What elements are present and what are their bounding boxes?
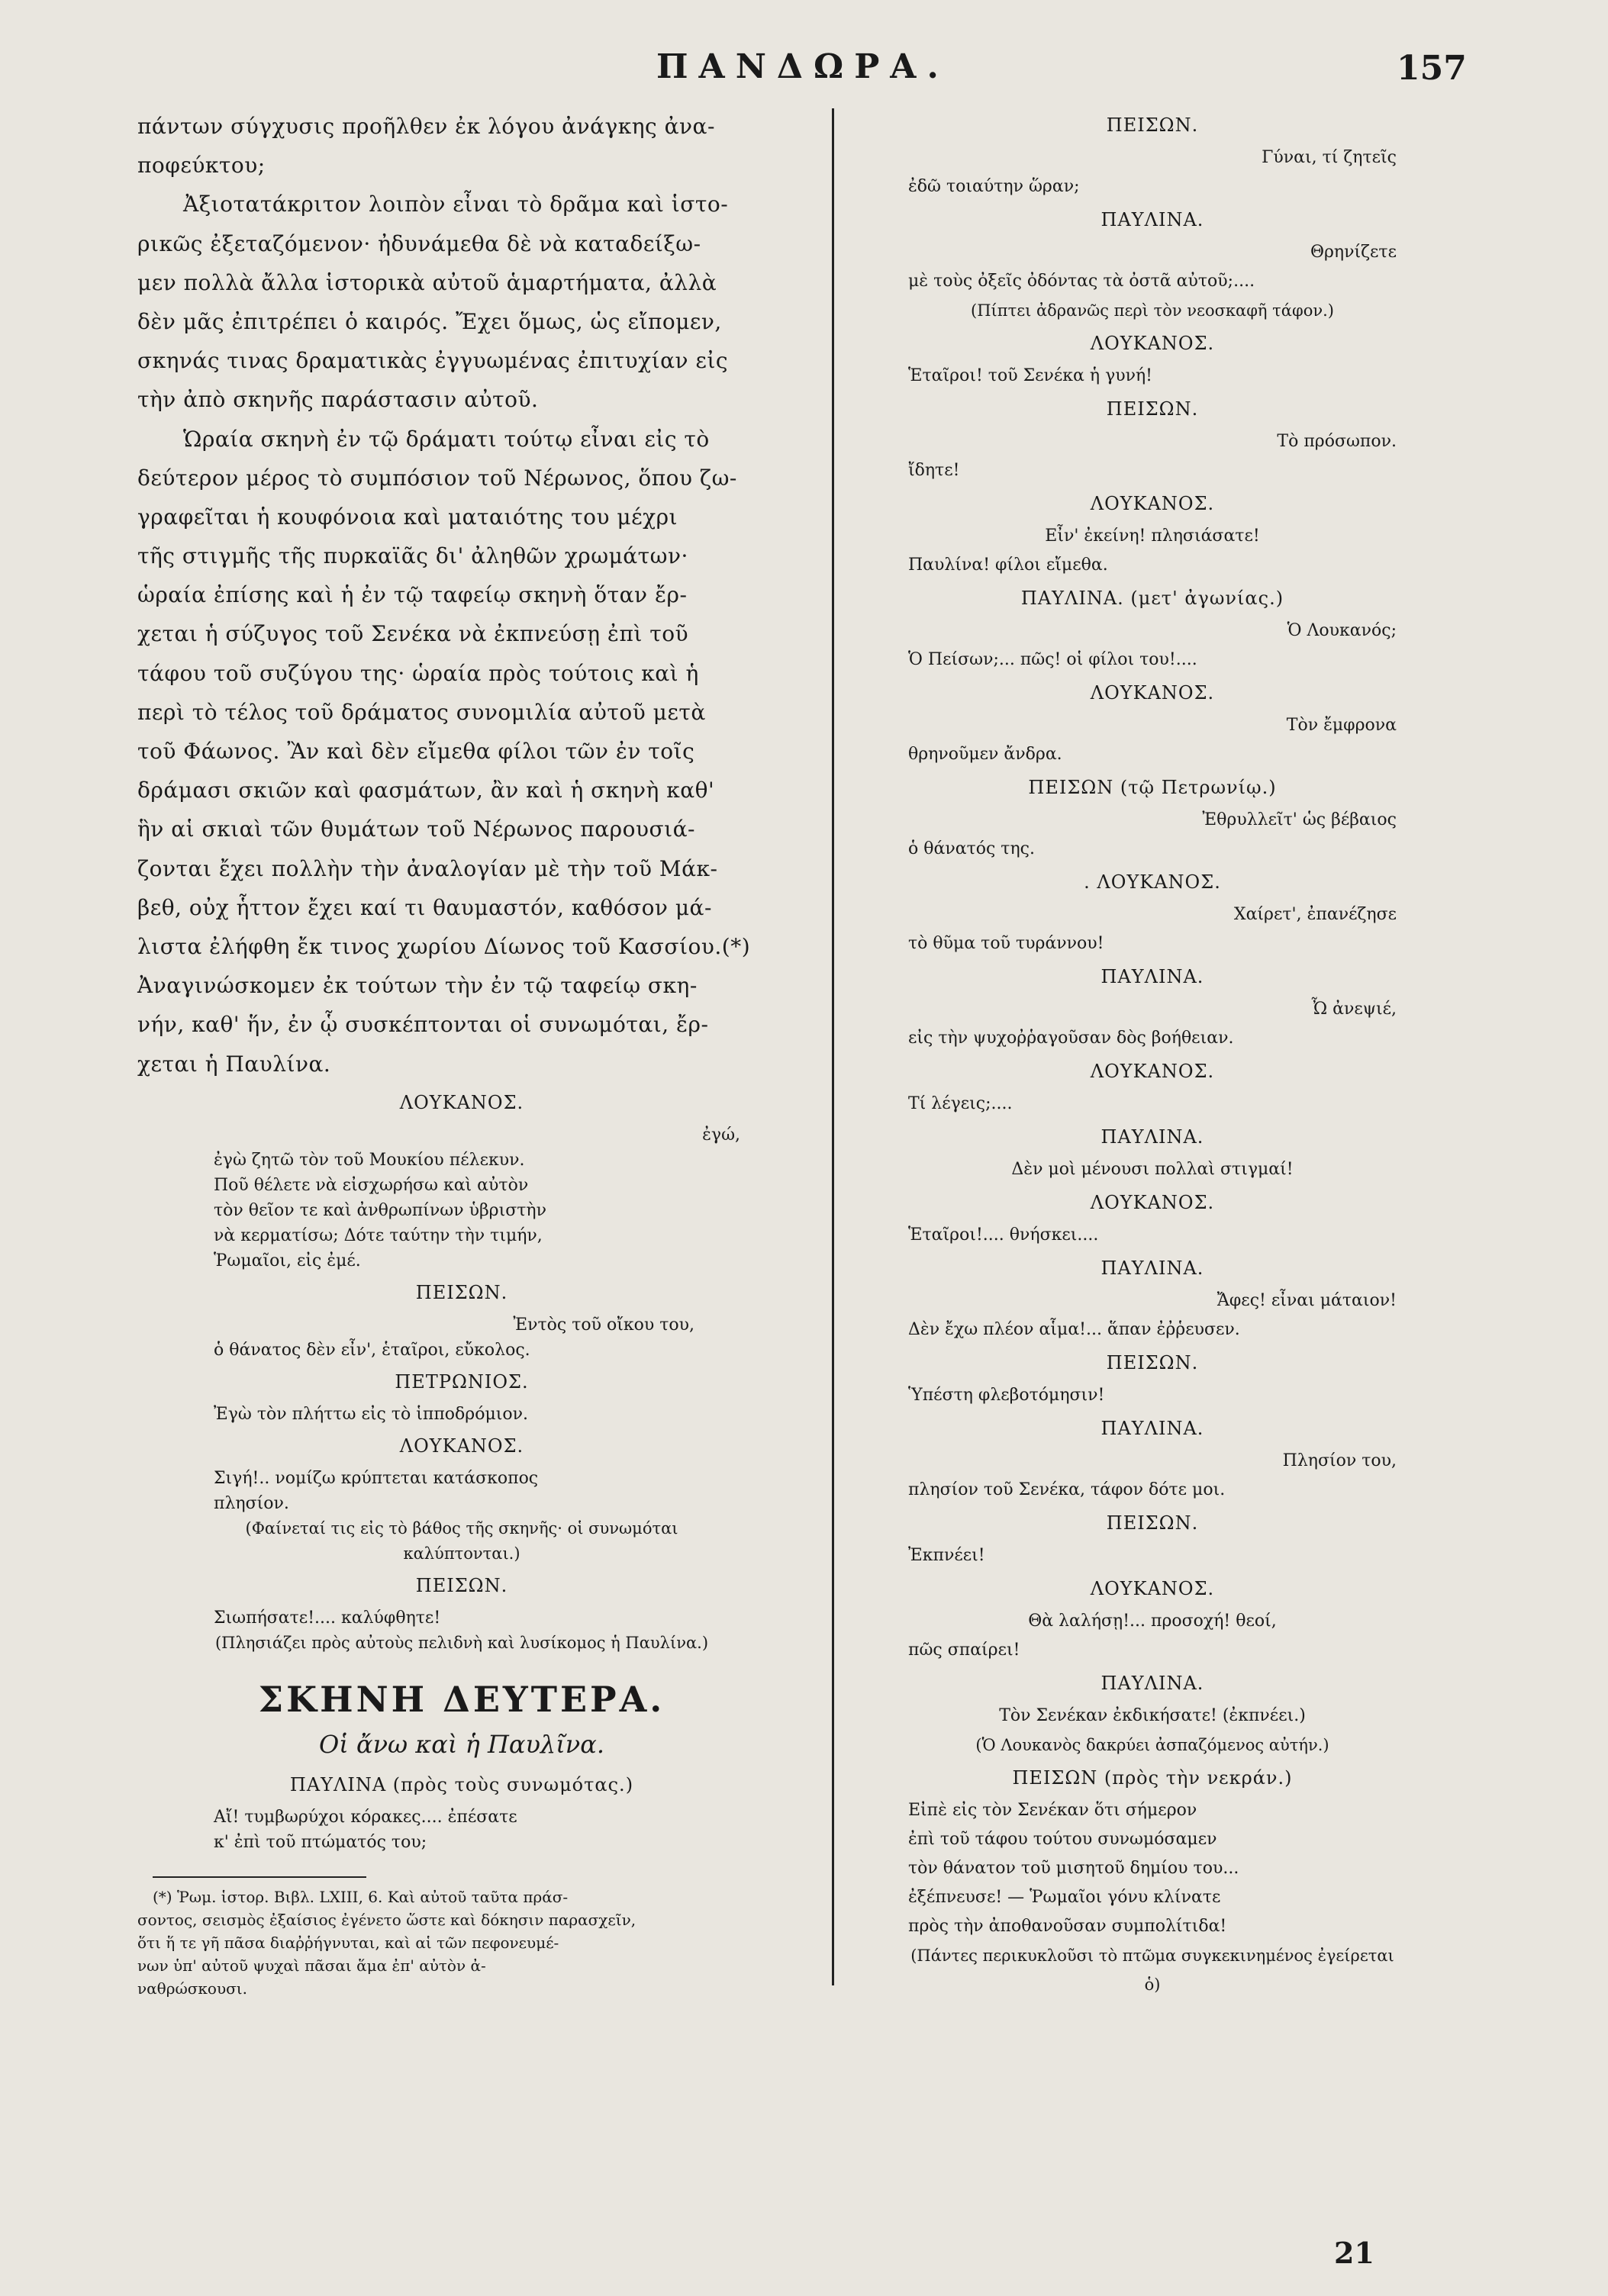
footnote-line: (*) Ῥωμ. ἱστορ. Βιβλ. LXIII, 6. Καὶ αὐτοῦ ταῦτα πράσ- [153,1887,569,1906]
verse-line: ἐπὶ τοῦ τάφου τούτου συνωμόσαμεν [908,1830,1217,1849]
speaker-name: ΛΟΥΚΑΝΟΣ. [1090,1578,1215,1599]
verse-line: Εἶν' ἐκείνη! πλησιάσατε! [1045,527,1260,546]
verse-line: Πλησίον του, [1282,1451,1397,1470]
verse-line: Σιωπήσατε!.... καλύφθητε! [214,1608,441,1628]
verse-line: ἐγώ, [702,1125,740,1145]
stage-direction: (Πλησιάζει πρὸς αὐτοὺς πελιδνὴ καὶ λυσίκομος ἡ Παυλίνα.) [214,1633,709,1652]
verse-line: θρηνοῦμεν ἄνδρα. [908,745,1062,764]
stage-direction: (Φαίνεταί τις εἰς τὸ βάθος τῆς σκηνῆς· οἱ συνωμόται [245,1518,678,1538]
text-line: ρικῶς ἐξεταζόμενον· ἠδυνάμεθα δὲ νὰ καταδείξω- [137,230,701,256]
verse-line: ἐγὼ ζητῶ τὸν τοῦ Μουκίου πέλεκυν. [214,1150,525,1170]
speaker-name: ΛΟΥΚΑΝΟΣ. [1090,1192,1215,1213]
text-line: δὲν μᾶς ἐπιτρέπει ὁ καιρός. Ἔχει ὅμως, ὡς εἴπομεν, [137,308,722,334]
verse-line: Ποῦ θέλετε νὰ εἰσχωρήσω καὶ αὐτὸν [214,1175,529,1195]
verse-line: πῶς σπαίρει! [908,1641,1020,1660]
verse-line: Ἐγὼ τὸν πλήττω εἰς τὸ ἱπποδρόμιον. [214,1404,528,1424]
verse-line: τὸν θάνατον τοῦ μισητοῦ δημίου του... [908,1859,1239,1878]
verse-line: Τὸ πρόσωπον. [1277,432,1397,451]
footnote-line: νων ὑπ' αὐτοῦ ψυχαὶ πᾶσαι ἅμα ἐπ' αὐτὸν ἀ- [137,1956,486,1975]
page-number: 157 [1397,49,1467,88]
verse-line: Παυλίνα! φίλοι εἴμεθα. [908,555,1108,575]
verse-line: ἴδητε! [908,461,960,480]
verse-line: Τί λέγεις;.... [908,1094,1013,1113]
speaker-name: ΠΑΥΛΙΝΑ. [1100,966,1204,987]
verse-line: κ' ἐπὶ τοῦ πτώματός του; [214,1832,427,1852]
verse-line: πλησίον τοῦ Σενέκα, τάφον δότε μοι. [908,1480,1226,1499]
text-line: Ἀναγινώσκομεν ἐκ τούτων τὴν ἐν τῷ ταφείῳ σκη- [137,973,698,999]
stage-direction: (Πάντες περικυκλοῦσι τὸ πτῶμα συγκεκινημένος ἐγείρεται ὁ) [910,1947,1394,1994]
verse-line: Χαίρετ', ἐπανέζησε [1233,905,1397,924]
verse-line: Ἐθρυλλεῖτ' ὡς βέβαιος [1202,810,1397,829]
verse-line: Ῥωμαῖοι, εἰς ἐμέ. [214,1251,361,1270]
prose-block-2 [137,420,786,1084]
speaker-name: ΠΕΙΣΩΝ. [1106,1512,1199,1534]
speaker-name: ΠΑΥΛΙΝΑ. (μετ' ἀγωνίας.) [1020,588,1284,609]
stage-direction: (Ὁ Λουκανὸς δακρύει ἀσπαζόμενος αὐτήν.) [975,1736,1329,1754]
speaker-name: ΠΑΥΛΙΝΑ. [1100,1257,1204,1279]
speaker-name: ΠΑΥΛΙΝΑ. [1100,209,1204,230]
verse-line: Σιγή!.. νομίζω κρύπτεται κατάσκοπος [214,1468,539,1488]
stage-direction: (Πίπτει ἀδρανῶς περὶ τὸν νεοσκαφῆ τάφον.) [971,301,1334,320]
text-line: τὴν ἀπὸ σκηνῆς παράστασιν αὐτοῦ. [137,387,539,413]
verse-line: Ἐκπνέει! [908,1546,985,1565]
scene-dialogue [137,1766,786,1855]
verse-line: Ὁ Πείσων;... πῶς! οἱ φίλοι του!.... [908,650,1197,669]
running-title: ΠΑΝΔΩΡΑ. [656,47,949,86]
verse-line: ἐδῶ τοιαύτην ὥραν; [908,177,1080,196]
text-line: σκηνάς τινας δραματικὰς ἐγγυωμένας ἐπιτυχίαν εἰς [137,348,729,374]
footnote-line: ὅτι ἥ τε γῆ πᾶσα διαῤῥήγνυται, καὶ αἱ τῶν πεφονευμέ- [137,1933,559,1952]
verse-line: τὸ θῦμα τοῦ τυράννου! [908,934,1104,953]
speaker-name: ΠΕΙΣΩΝ. [415,1281,508,1303]
text-line: γραφεῖται ἡ κουφόνοια καὶ ματαιότης του μέχρι [137,504,678,530]
verse-line: Ἑταῖροι!.... θνήσκει.... [908,1225,1099,1245]
verse-line: Γύναι, τί ζητεῖς [1262,148,1397,167]
speaker-name: ΠΕΤΡΩΝΙΟΣ. [395,1370,529,1393]
right-column [908,107,1397,1999]
verse-line: Θὰ λαλήσῃ!... προσοχή! θεοί, [1028,1612,1277,1631]
speaker-name: ΠΕΙΣΩΝ (τῷ Πετρωνίῳ.) [1028,777,1277,798]
stage-direction: καλύπτονται.) [403,1544,520,1563]
speaker-name: . ΛΟΥΚΑΝΟΣ. [1084,871,1221,893]
verse-line: Αἴ! τυμβωρύχοι κόρακες.... ἐπέσατε [214,1807,517,1827]
prose-block-1 [137,107,786,420]
text-line: χεται ἡ σύζυγος τοῦ Σενέκα νὰ ἐκπνεύσῃ ἐπὶ τοῦ [137,621,689,647]
text-line: μεν πολλὰ ἄλλα ἱστορικὰ αὐτοῦ ἁμαρτήματα, ἀλλὰ [137,269,717,295]
text-line: δράμασι σκιῶν καὶ φασμάτων, ἂν καὶ ἡ σκηνὴ καθ' [137,778,715,803]
text-line: ποφεύκτου; [137,153,266,179]
verse-line: πρὸς τὴν ἀποθανοῦσαν συμπολίτιδα! [908,1917,1227,1936]
column-rule [832,108,834,1985]
verse-line: Θρηνίζετε [1310,243,1397,262]
verse-line: τὸν θεῖον τε καὶ ἀνθρωπίνων ὑβριστὴν [214,1200,546,1220]
signature-mark: 21 [1334,2236,1374,2270]
verse-line: πλησίον. [214,1493,289,1513]
speaker-name: ΠΕΙΣΩΝ. [1106,114,1199,136]
text-line: τάφου τοῦ συζύγου της· ὡραία πρὸς τούτοις καὶ ἡ [137,660,699,686]
verse-line: Εἰπὲ εἰς τὸν Σενέκαν ὅτι σήμερον [908,1801,1197,1820]
speaker-name: ΠΑΥΛΙΝΑ (πρὸς τοὺς συνωμότας.) [289,1773,634,1795]
text-line: ὡραία ἐπίσης καὶ ἡ ἐν τῷ ταφείῳ σκηνὴ ὅταν ἔρ- [137,582,688,608]
text-line: περὶ τὸ τέλος τοῦ δράματος συνομιλία αὐτοῦ μετὰ [137,699,706,725]
scene-heading: ΣΚΗΝΗ ΔΕΥΤΕΡΑ. [258,1678,665,1720]
text-line: τῆς στιγμῆς τῆς πυρκαϊᾶς δι' ἀληθῶν χρωμάτων· [137,543,688,569]
verse-line: Τὸν Σενέκαν ἐκδικήσατε! (ἐκπνέει.) [999,1706,1306,1725]
speaker-name: ΠΑΥΛΙΝΑ. [1100,1418,1204,1439]
text-line: Ἀξιοτατάκριτον λοιπὸν εἶναι τὸ δρᾶμα καὶ ἱστο- [183,192,729,217]
text-line: δεύτερον μέρος τὸ συμπόσιον τοῦ Νέρωνος, ὅπου ζω- [137,465,737,491]
text-line: ζονται ἔχει πολλὴν τὴν ἀναλογίαν μὲ τὴν τοῦ Μάκ- [137,855,718,881]
drama-excerpt [137,1084,786,1656]
verse-line: εἰς τὴν ψυχοῤῥαγοῦσαν δὸς βοήθειαν. [908,1029,1234,1048]
text-line: χεται ἡ Παυλίνα. [137,1051,331,1077]
speaker-name: ΠΕΙΣΩΝ. [415,1574,508,1596]
speaker-name: ΛΟΥΚΑΝΟΣ. [1090,333,1215,354]
speaker-name: ΠΕΙΣΩΝ (πρὸς τὴν νεκράν.) [1012,1767,1293,1789]
scene-persons: Οἱ ἄνω καὶ ἡ Παυλῖνα. [319,1729,604,1759]
speaker-name: ΠΕΙΣΩΝ. [1106,1352,1199,1373]
verse-line: Δὲν μοὶ μένουσι πολλαὶ στιγμαί! [1011,1160,1294,1179]
verse-line: Ἑταῖροι! τοῦ Σενέκα ἡ γυνή! [908,366,1152,385]
speaker-name: ΛΟΥΚΑΝΟΣ. [399,1435,524,1457]
footnote [137,1885,786,2000]
footnote-line: σοντος, σεισμὸς ἐξαίσιος ἐγένετο ὥστε καὶ δόκησιν παρασχεῖν, [137,1910,636,1929]
speaker-name: ΛΟΥΚΑΝΟΣ. [1090,682,1215,704]
verse-line: νὰ κερματίσω; Δότε ταύτην τὴν τιμήν, [214,1225,543,1245]
footnote-line: ναθρώσκουσι. [137,1979,247,1998]
speaker-name: ΠΕΙΣΩΝ. [1106,398,1199,420]
verse-line: Ὑπέστη φλεβοτόμησιν! [908,1386,1105,1405]
verse-line: μὲ τοὺς ὀξεῖς ὀδόντας τὰ ὀστᾶ αὐτοῦ;.... [908,272,1255,291]
verse-line: Ἄφες! εἶναι μάταιον! [1216,1291,1397,1310]
verse-line: ἐξέπνευσε! — Ῥωμαῖοι γόνυ κλίνατε [908,1888,1221,1907]
text-line: Ὡραία σκηνὴ ἐν τῷ δράματι τούτῳ εἶναι εἰς τὸ [183,426,710,452]
verse-line: Τὸν ἔμφρονα [1286,716,1397,735]
verse-line: ὁ θάνατος δὲν εἶν', ἑταῖροι, εὔκολος. [214,1340,530,1360]
text-line: πάντων σύγχυσις προῆλθεν ἐκ λόγου ἀνάγκης ἀνα- [137,114,715,139]
left-column [137,107,786,2000]
speaker-name: ΛΟΥΚΑΝΟΣ. [1090,1061,1215,1082]
speaker-name: ΠΑΥΛΙΝΑ. [1100,1126,1204,1148]
text-line: ἣν αἱ σκιαὶ τῶν θυμάτων τοῦ Νέρωνος παρουσιά- [137,816,695,842]
verse-line: Ἐντὸς τοῦ οἴκου του, [513,1315,694,1335]
text-line: τοῦ Φάωνος. Ἂν καὶ δὲν εἴμεθα φίλοι τῶν ἐν τοῖς [137,739,695,764]
text-line: νήν, καθ' ἥν, ἐν ᾧ συσκέπτονται οἱ συνωμόται, ἔρ- [137,1012,709,1038]
verse-line: Δὲν ἔχω πλέον αἷμα!... ἅπαν ἐῤῥευσεν. [908,1320,1240,1339]
speaker-name: ΛΟΥΚΑΝΟΣ. [1090,493,1215,514]
footnote-rule [153,1876,366,1878]
speaker-name: ΠΑΥΛΙΝΑ. [1100,1673,1204,1694]
verse-line: Ὁ Λουκανός; [1287,621,1397,640]
speaker-name: ΛΟΥΚΑΝΟΣ. [399,1091,524,1113]
verse-line: ὁ θάνατός της. [908,839,1035,858]
verse-line: Ὦ ἀνεψιέ, [1311,1000,1397,1019]
text-line: βεθ, οὐχ ἧττον ἔχει καί τι θαυμαστόν, καθόσον μά- [137,894,712,920]
text-line: λιστα ἐλήφθη ἔκ τινος χωρίου Δίωνος τοῦ Κασσίου.(*) [137,933,751,959]
